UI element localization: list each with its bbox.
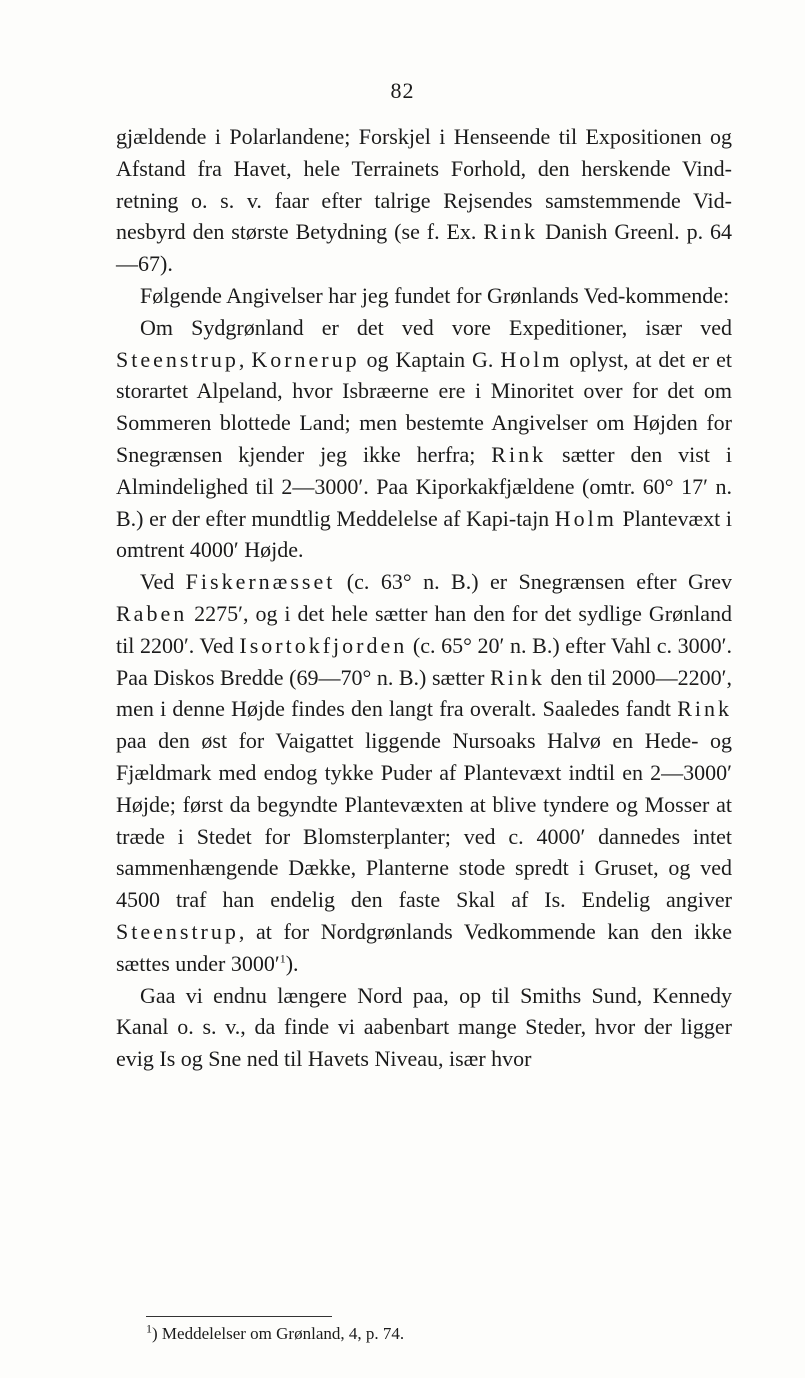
text-run: gjældende i Polarlandene; Forskjel i Henseende til Expositionen og Afstand fra Havet, hele Terrainets Forhold, den herskende Vind-retning o. s. v. faar efter talrige Rejsendes samstemmende Vid-nesbyrd den største Betydning (se f. Ex. [116, 124, 732, 245]
footnote-text: ) Meddelelser om Grønland, 4, p. 74. [152, 1324, 405, 1343]
spaced-name: Steenstrup [116, 346, 239, 372]
text-run: Gaa vi endnu længere Nord paa, op til Smiths Sund, Kennedy Kanal o. s. v., da finde vi aabenbart mange Steder, hvor der ligger evig Is og Sne ned til Havets Niveau, især hvor [116, 982, 732, 1072]
text-run: Om Sydgrønland er det ved vore Expeditioner, især ved [140, 314, 732, 340]
spaced-name: Rink [483, 219, 539, 245]
text-run: sætter den vist i Almindelighed til 2—3000′. Paa Kiporkakfjældene (omtr. 60° 17′ n. B.) er der efter mundtlig Meddelelse af Kapi-tajn [116, 441, 733, 531]
paragraph-5 [116, 980, 732, 1075]
text-run: , [238, 346, 252, 372]
text-run: 2275′, og i det hele sætter han den for det sydlige Grønland til 2200′. Ved [116, 600, 732, 658]
page-number: 82 [390, 78, 415, 103]
text-run: (c. 65° 20′ n. B.) efter Vahl c. 3000′. Paa Diskos Bredde (69—70° n. B.) sætter [116, 632, 732, 690]
paragraph-1 [116, 121, 732, 280]
footnote-marker: 1 [146, 1321, 152, 1336]
footnote-divider [146, 1316, 332, 1317]
paragraph-4 [116, 566, 732, 979]
text-run: ). [285, 950, 299, 976]
text-run: Danish Greenl. p. 64—67). [116, 219, 733, 277]
spaced-name: Rink [490, 664, 545, 690]
body-text [116, 121, 732, 1075]
spaced-name: Rink [491, 441, 547, 467]
spaced-name: Raben [116, 600, 188, 626]
spaced-name: Isortokfjorden [239, 632, 408, 658]
text-run: Ved [140, 569, 186, 595]
text-run: og Kaptain G. [359, 346, 501, 372]
spaced-name: Rink [677, 696, 732, 722]
spaced-name: Kornerup [251, 346, 360, 372]
text-run: den til 2000—2200′, men i denne Højde findes den langt fra overalt. Saaledes fandt [116, 664, 732, 722]
spaced-name: Holm [500, 346, 563, 372]
text-run: paa den øst for Vaigattet liggende Nursoaks Halvø en Hede- og Fjældmark med endog tykke Puder af Plantevæxt indtil en 2—3000′ Højde; først da begyndte Plantevæxten at blive tyndere og Mosser at træde i Stedet for Blomsterplanter; ved c. 4000′ dannedes intet sammenhængende Dække, Planterne stode spredt i Gruset, og ved 4500 traf han endelig den faste Skal af Is. Endelig angiver [116, 728, 732, 913]
footnote [146, 1322, 404, 1346]
text-run: (c. 63° n. B.) er Snegrænsen efter Grev [335, 569, 733, 595]
text-run: Følgende Angivelser har jeg fundet for Grønlands Ved-kommende: [140, 282, 730, 308]
text-run: Plantevæxt i omtrent 4000′ Højde. [116, 505, 732, 563]
spaced-name: Steenstrup [116, 918, 239, 944]
footnote-reference: 1 [279, 951, 286, 966]
spaced-name: Holm [554, 505, 617, 531]
text-run: oplyst, at det er et storartet Alpeland, hvor Isbræerne ere i Minoritet over for det om Sommeren blottede Land; men bestemte Angivelser om Højden for Snegrænsen kjender jeg ikke herfra; [116, 346, 733, 467]
spaced-name: Fiskernæsset [185, 569, 336, 595]
paragraph-3 [116, 312, 732, 566]
text-run: , at for Nordgrønlands Vedkommende kan den ikke sættes under 3000′ [116, 918, 732, 976]
paragraph-2 [116, 280, 732, 312]
